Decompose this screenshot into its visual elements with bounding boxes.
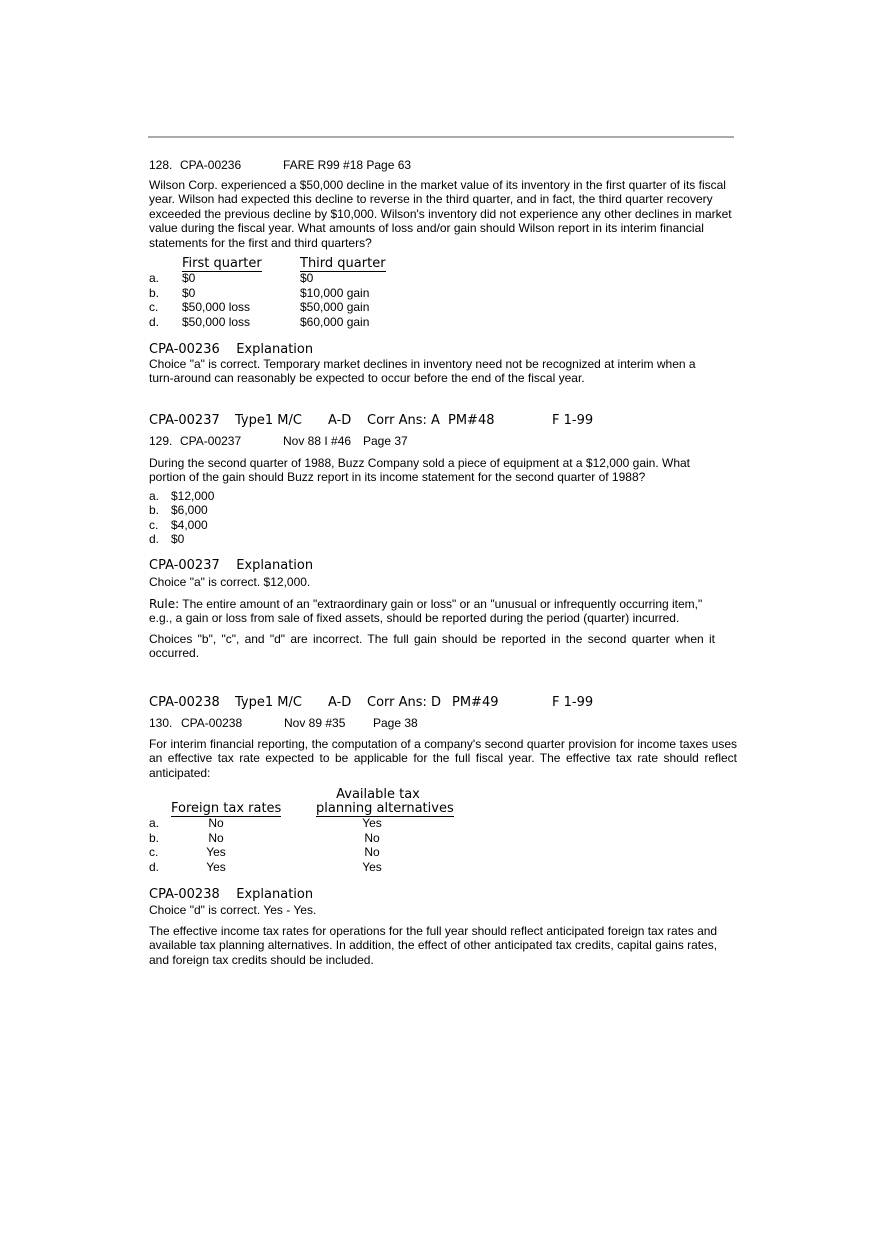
q129-option-d-text: $0	[171, 532, 185, 546]
q130-meta-range: A-D	[328, 695, 352, 710]
q130-explanation: The effective income tax rates for operations for the full year should reflect anticipated foreign tax rates and available tax planning alternatives. In addition, the effect of other anticipated tax credits, capital gains rates, and foreign tax credits should be included.	[149, 924, 718, 967]
q130-col-available-tax: Available tax	[336, 787, 420, 802]
q128-question: Wilson Corp. experienced a $50,000 decline in the market value of its inventory in the first quarter of its fiscal year. Wilson had expected this decline to reverse in the third quarter, and in fact, the third quarter recovery exceeded the previous decline by $10,000. Wilson's inventory did not experience any other declines in market value during the fiscal year. What amounts of loss and/or gain should Wilson report in its interim financial statements for the first and third quarters?	[149, 178, 732, 250]
q129-rule-text: The entire amount of an "extraordinary gain or loss" or an "unusual or infrequently occurring item," e.g., a gain or loss from sale of fixed assets, should be reported during the period (quarter) incurred.	[149, 597, 703, 626]
q128-option-a-first: $0	[182, 271, 196, 285]
q130-id: CPA-00238	[181, 716, 243, 730]
q128-option-d-first: $50,000 loss	[182, 315, 251, 329]
q128-explanation-heading: CPA-00236 Explanation	[149, 342, 314, 357]
q130-option-a-planning: Yes	[362, 816, 382, 830]
q130-option-b-foreign: No	[208, 831, 224, 845]
q130-option-c-planning: No	[364, 845, 380, 859]
q129-question: During the second quarter of 1988, Buzz Company sold a piece of equipment at a $12,000 gain. What portion of the gain should Buzz report in its income statement for the second quarter of 1988?	[149, 456, 691, 485]
q129-meta-f: F 1-99	[552, 413, 594, 428]
q130-col-foreign-tax-rates: Foreign tax rates	[171, 801, 282, 816]
q128-option-b-letter: b.	[149, 286, 160, 300]
q128-id: CPA-00236	[180, 158, 242, 172]
q129-meta-pm: PM#48	[448, 413, 495, 428]
q129-option-d-letter: d.	[149, 532, 160, 546]
q128-option-c-letter: c.	[149, 300, 159, 314]
q130-option-a-foreign: No	[208, 816, 224, 830]
q130-option-c-foreign: Yes	[206, 845, 226, 859]
q129-meta-correct-answer: Corr Ans: A	[367, 413, 440, 428]
q129-incorrect-choices: Choices "b", "c", and "d" are incorrect. The full gain should be reported in the second quarter when it occurred.	[149, 632, 715, 661]
q128-option-b-third: $10,000 gain	[300, 286, 370, 300]
q130-meta-f: F 1-99	[552, 695, 594, 710]
q129-meta-id: CPA-00237	[149, 413, 220, 428]
q128-number: 128.	[149, 158, 173, 172]
q128-option-a-third: $0	[300, 271, 314, 285]
q128-option-c-first: $50,000 loss	[182, 300, 251, 314]
q128-reference: FARE R99 #18 Page 63	[283, 158, 412, 172]
top-divider	[148, 136, 734, 138]
q129-id: CPA-00237	[180, 434, 242, 448]
q129-page: Page 37	[363, 434, 408, 448]
q130-option-c-letter: c.	[149, 845, 159, 859]
q129-choice: Choice "a" is correct. $12,000.	[149, 575, 311, 589]
q129-rule	[149, 597, 719, 626]
q128-col-third-quarter: Third quarter	[300, 256, 386, 271]
q130-meta-correct-answer: Corr Ans: D	[367, 695, 442, 710]
q129-number: 129.	[149, 434, 173, 448]
q128-option-a-letter: a.	[149, 271, 160, 285]
q129-option-a-letter: a.	[149, 489, 160, 503]
q130-meta-type: Type1 M/C	[235, 695, 302, 710]
q130-option-d-letter: d.	[149, 860, 160, 874]
q130-col-planning-alternatives: planning alternatives	[316, 801, 454, 816]
q130-meta-id: CPA-00238	[149, 695, 220, 710]
q129-option-c-text: $4,000	[171, 518, 208, 532]
q130-question: For interim financial reporting, the computation of a company's second quarter provision for income taxes uses an effective tax rate expected to be applicable for the full fiscal year. The effective tax rate should reflect anticipated:	[149, 737, 737, 780]
q130-option-d-planning: Yes	[362, 860, 382, 874]
q129-option-b-text: $6,000	[171, 503, 208, 517]
q130-option-b-letter: b.	[149, 831, 160, 845]
q130-number: 130.	[149, 716, 173, 730]
q128-col-first-quarter: First quarter	[182, 256, 262, 271]
q130-reference: Nov 89 #35	[284, 716, 346, 730]
q128-option-d-letter: d.	[149, 315, 160, 329]
q129-explanation-heading: CPA-00237 Explanation	[149, 558, 314, 573]
q129-meta-range: A-D	[328, 413, 352, 428]
q130-option-b-planning: No	[364, 831, 380, 845]
q129-option-b-letter: b.	[149, 503, 160, 517]
q130-option-d-foreign: Yes	[206, 860, 226, 874]
q129-option-c-letter: c.	[149, 518, 159, 532]
q129-meta-type: Type1 M/C	[235, 413, 302, 428]
q128-explanation: Choice "a" is correct. Temporary market declines in inventory need not be recognized at interim when a turn-around can reasonably be expected to occur before the end of the fiscal year.	[149, 357, 696, 386]
q130-meta-pm: PM#49	[452, 695, 499, 710]
q130-explanation-heading: CPA-00238 Explanation	[149, 887, 314, 902]
q128-option-c-third: $50,000 gain	[300, 300, 370, 314]
q129-rule-label: Rule:	[149, 597, 180, 611]
q129-reference: Nov 88 I #46	[283, 434, 352, 448]
q130-choice: Choice "d" is correct. Yes - Yes.	[149, 903, 317, 917]
q130-option-a-letter: a.	[149, 816, 160, 830]
q128-option-d-third: $60,000 gain	[300, 315, 370, 329]
q130-page: Page 38	[373, 716, 418, 730]
q129-option-a-text: $12,000	[171, 489, 215, 503]
q128-option-b-first: $0	[182, 286, 196, 300]
